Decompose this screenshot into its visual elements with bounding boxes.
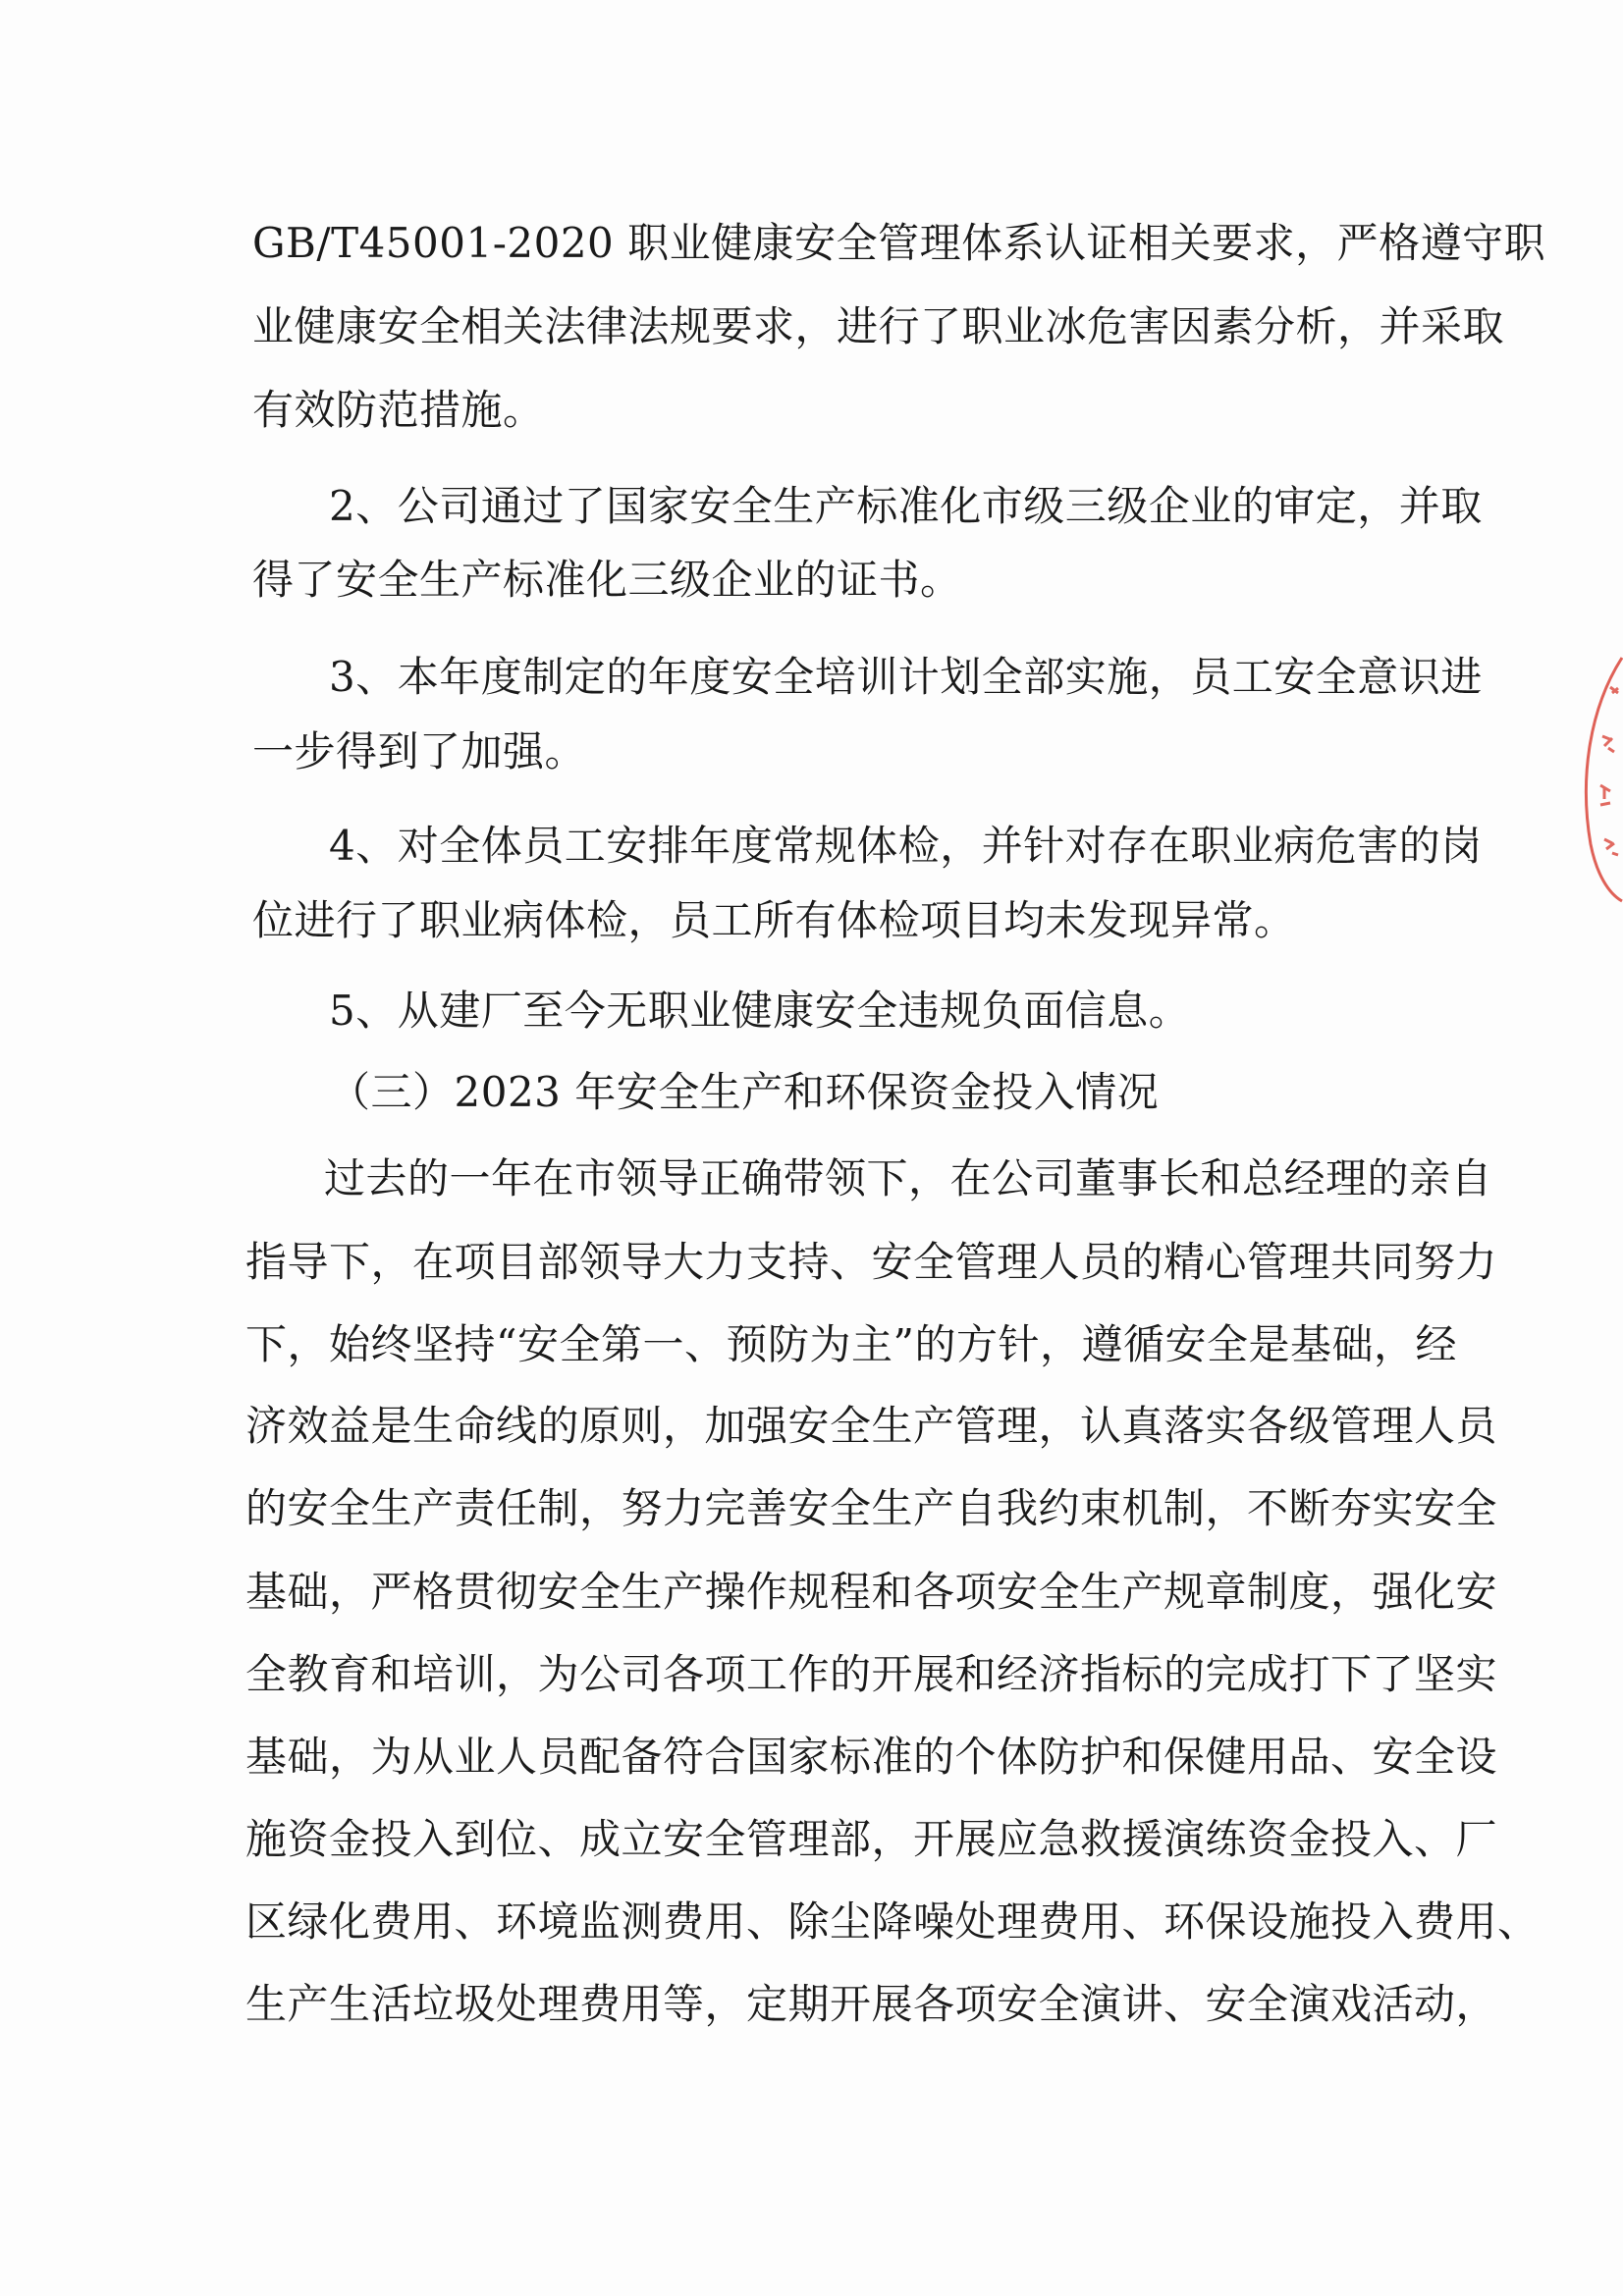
paragraph-1-line-2: 业健康安全相关法律法规要求，进行了职业冰危害因素分析，并采取 [252, 302, 1505, 350]
paragraph-7-line-11: 生产生活垃圾处理费用等，定期开展各项安全演讲、安全演戏活动， [245, 1980, 1498, 2028]
paragraph-7-line-8: 基础，为从业人员配备符合国家标准的个体防护和保健用品、安全设 [245, 1733, 1498, 1781]
paragraph-7-line-5: 的安全生产责任制，努力完善安全生产自我约束机制，不断夯实安全 [245, 1484, 1498, 1532]
paragraph-7-line-10: 区绿化费用、环境监测费用、除尘降噪处理费用、环保设施投入费用、 [245, 1897, 1540, 1946]
paragraph-1-line-3: 有效防范措施。 [252, 386, 545, 434]
paragraph-3-line-1: 3、本年度制定的年度安全培训计划全部实施，员工安全意识进 [329, 653, 1483, 701]
paragraph-7-line-4: 济效益是生命线的原则，加强安全生产管理，认真落实各级管理人员 [245, 1402, 1498, 1450]
paragraph-2-line-1: 2、公司通过了国家安全生产标准化市级三级企业的审定，并取 [329, 482, 1483, 530]
paragraph-7-line-6: 基础，严格贯彻安全生产操作规程和各项安全生产规章制度，强化安 [245, 1568, 1498, 1616]
paragraph-7-line-1: 过去的一年在市领导正确带领下，在公司董事长和总经理的亲自 [324, 1154, 1493, 1202]
paragraph-7-line-9: 施资金投入到位、成立安全管理部，开展应急救援演练资金投入、厂 [245, 1815, 1498, 1863]
paragraph-3-line-2: 一步得到了加强。 [252, 727, 587, 775]
paragraph-7-line-3: 下，始终坚持“安全第一、预防为主”的方针，遵循安全是基础，经 [245, 1320, 1457, 1368]
official-seal-fragment [1571, 648, 1623, 903]
paragraph-7-line-7: 全教育和培训，为公司各项工作的开展和经济指标的完成打下了坚实 [245, 1650, 1498, 1698]
paragraph-4-line-1: 4、对全体员工安排年度常规体检，并针对存在职业病危害的岗 [329, 822, 1483, 870]
paragraph-5-line-1: 5、从建厂至今无职业健康安全违规负面信息。 [329, 987, 1191, 1035]
paragraph-7-line-2: 指导下，在项目部领导大力支持、安全管理人员的精心管理共同努力 [245, 1238, 1498, 1286]
paragraph-1-line-1: GB/T45001-2020 职业健康安全管理体系认证相关要求，严格遵守职 [252, 219, 1546, 267]
section-heading: （三）2023 年安全生产和环保资金投入情况 [329, 1068, 1160, 1116]
paragraph-2-line-2: 得了安全生产标准化三级企业的证书。 [252, 556, 962, 604]
paragraph-4-line-2: 位进行了职业病体检，员工所有体检项目均未发现异常。 [252, 896, 1296, 944]
